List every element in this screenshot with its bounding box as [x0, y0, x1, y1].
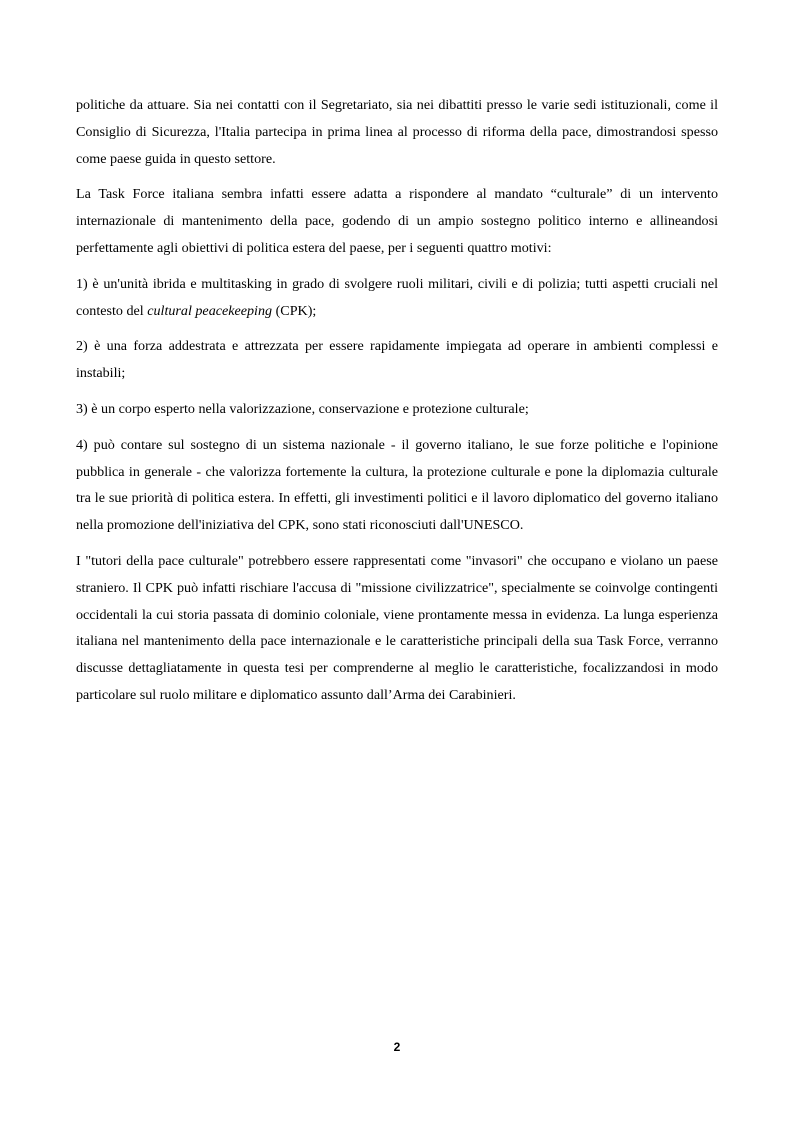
list-item: 4) può contare sul sostegno di un sistema nazionale - il governo italiano, le sue forze politiche e l'opinione pubblica in generale - che valorizza fortemente la cultura, la protezione culturale e pone la diplomazia culturale tra le sue priorità di politica estera. In effetti, gli investimenti politici e il lavoro diplomatico del governo italiano nella promozione dell'iniziativa del CPK, sono stati riconosciuti dall'UNESCO. — [76, 436, 718, 534]
list-item — [76, 271, 718, 325]
paragraph: politiche da attuare. Sia nei contatti con il Segretariato, sia nei dibattiti presso le varie sedi istituzionali, come il Consiglio di Sicurezza, l'Italia partecipa in prima linea al processo di riforma della pace, dimostrandosi spesso come paese guida in questo settore. — [76, 97, 718, 167]
page-number: 2 — [393, 1040, 401, 1054]
paragraph: La Task Force italiana sembra infatti essere adatta a rispondere al mandato “culturale” di un intervento internazionale di mantenimento della pace, godendo di un ampio sostegno politico interno e allineandosi perfettamente agli obiettivi di politica estera del paese, per i seguenti quattro motivi: — [76, 186, 718, 256]
list-item: 2) è una forza addestrata e attrezzata per essere rapidamente impiegata ad operare in ambienti complessi e instabili; — [76, 338, 718, 382]
list-item-text: 1) è un'unità ibrida e multitasking in grado di svolgere ruoli militari, civili e di polizia; tutti aspetti cruciali nel contesto del — [76, 275, 718, 319]
emphasis-text: cultural peacekeeping — [147, 302, 273, 319]
list-item-text: (CPK); — [272, 302, 317, 319]
list-item: 3) è un corpo esperto nella valorizzazione, conservazione e protezione culturale; — [76, 400, 529, 417]
paragraph: I "tutori della pace culturale" potrebbero essere rappresentati come "invasori" che occupano e violano un paese straniero. Il CPK può infatti rischiare l'accusa di "missione civilizzatrice", specialmente se coinvolge contingenti occidentali la cui storia passata di dominio coloniale, viene prontamente messa in evidenza. La lunga esperienza italiana nel mantenimento della pace internazionale e le caratteristiche principali della sua Task Force, verranno discusse dettagliatamente in questa tesi per comprenderne al meglio le caratteristiche, focalizzandosi in modo particolare sul ruolo militare e diplomatico assunto dall’Arma dei Carabinieri. — [76, 552, 718, 703]
document-body — [76, 92, 718, 718]
